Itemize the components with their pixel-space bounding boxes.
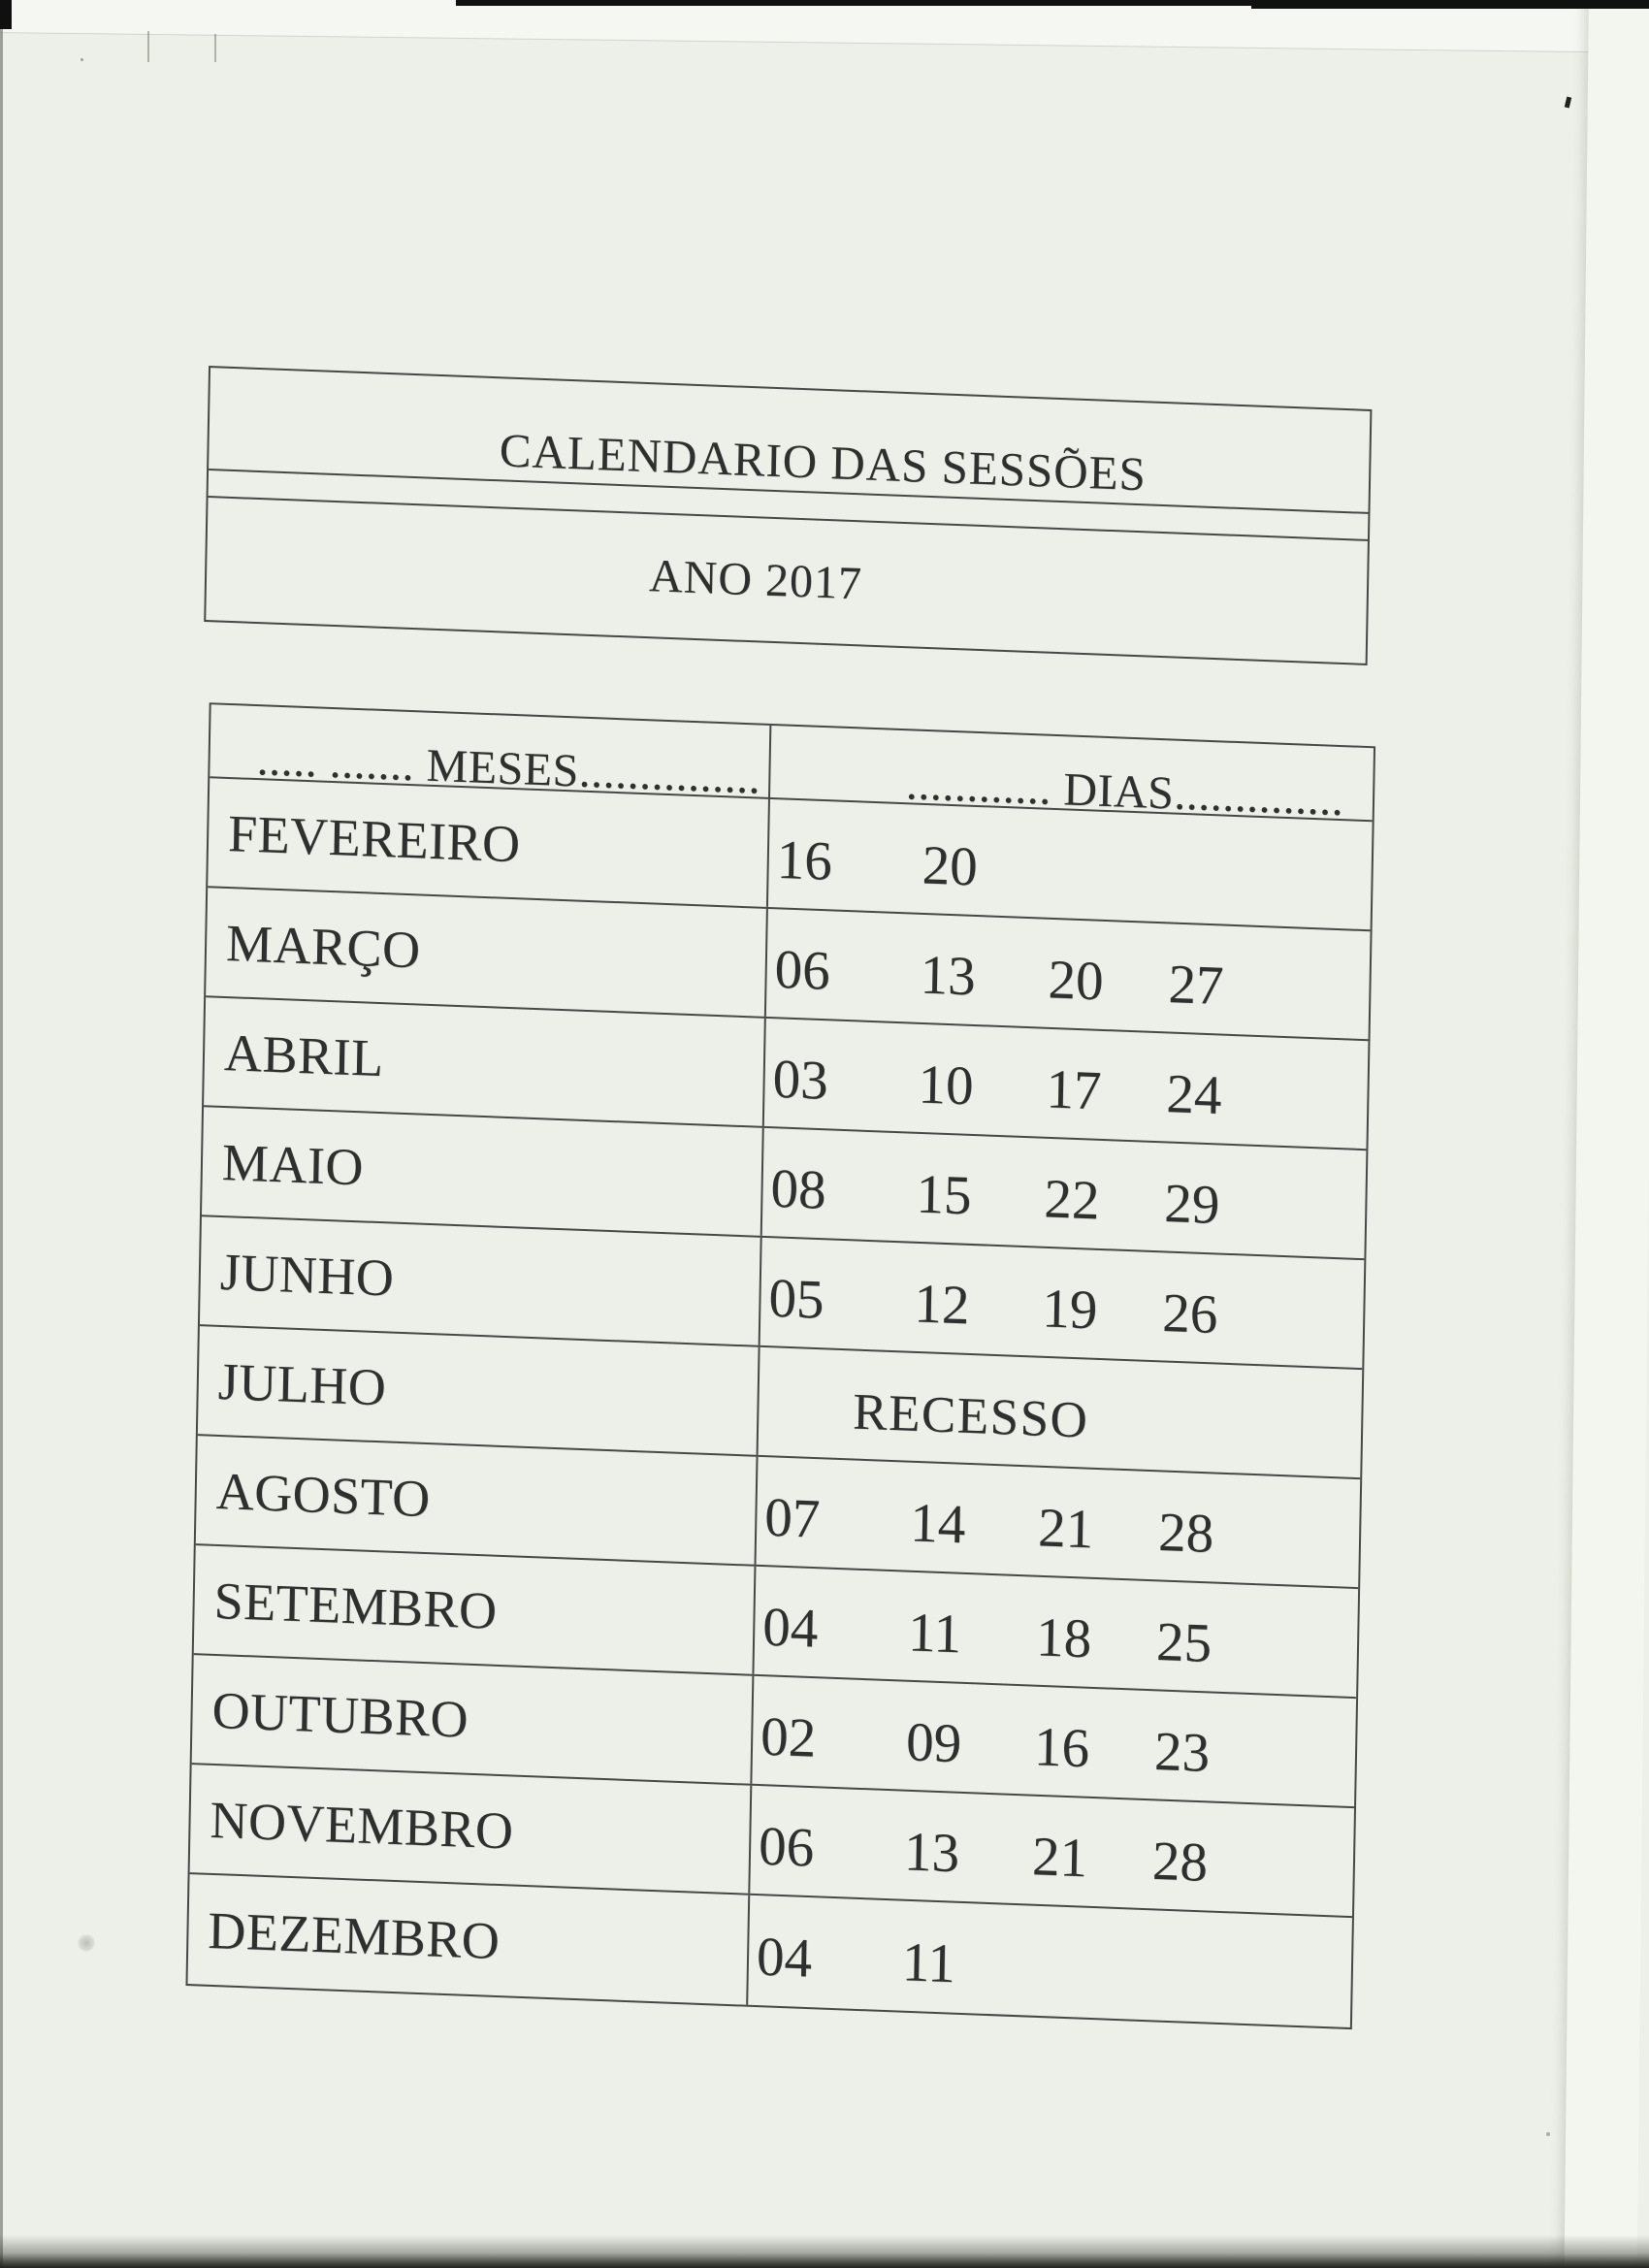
- days-cell: [759, 1347, 1363, 1477]
- day-value: 28: [1157, 1502, 1214, 1566]
- day-value: 09: [905, 1711, 962, 1775]
- month-cell: [198, 1326, 760, 1455]
- month-cell: [190, 1765, 753, 1894]
- table-body: [187, 778, 1372, 2027]
- day-value: 25: [1155, 1611, 1212, 1675]
- month-cell: [206, 888, 768, 1017]
- scan-shadow-bottom: [0, 2235, 1649, 2268]
- day-value: 11: [901, 1931, 956, 1995]
- day-value: 20: [1048, 949, 1105, 1013]
- document-year: ANO 2017: [648, 549, 863, 609]
- day-value: 20: [922, 834, 979, 898]
- day-value: 08: [770, 1157, 827, 1221]
- month-label: JUNHO: [219, 1242, 395, 1308]
- month-label: DEZEMBRO: [207, 1900, 501, 1970]
- day-value: 12: [913, 1273, 971, 1337]
- days-cell: [768, 799, 1373, 929]
- day-value: 15: [915, 1163, 973, 1227]
- month-label: ABRIL: [223, 1022, 385, 1087]
- day-value: 22: [1043, 1168, 1101, 1232]
- month-cell: [196, 1436, 759, 1565]
- day-value: 02: [760, 1705, 817, 1769]
- month-label: JULHO: [217, 1351, 387, 1416]
- month-cell: [204, 997, 766, 1126]
- day-value: 11: [907, 1602, 962, 1666]
- days-cell: [752, 1676, 1356, 1806]
- month-label: AGOSTO: [215, 1461, 432, 1528]
- header-meses-label: ..... ....... MESES...............: [256, 733, 761, 804]
- day-value: 18: [1035, 1606, 1092, 1670]
- day-value: 24: [1165, 1063, 1223, 1127]
- days-cell: [760, 1238, 1365, 1368]
- day-value: 03: [772, 1048, 829, 1112]
- days-cell: [750, 1786, 1354, 1916]
- scan-edge-left: [0, 0, 3, 2268]
- day-value: 21: [1037, 1497, 1094, 1561]
- month-label: MARÇO: [225, 913, 422, 980]
- month-cell: [194, 1545, 757, 1674]
- month-cell: [202, 1107, 764, 1236]
- day-value: 04: [756, 1926, 813, 1990]
- day-value: 07: [763, 1486, 821, 1550]
- month-label: FEVEREIRO: [227, 803, 522, 873]
- days-cell: [762, 1128, 1367, 1258]
- month-label: OUTUBRO: [211, 1680, 469, 1749]
- document-title: CALENDARIO DAS SESSÕES: [499, 423, 1148, 502]
- days-cell: [766, 909, 1371, 1039]
- day-value: 29: [1163, 1173, 1220, 1237]
- day-value: 16: [1033, 1716, 1090, 1780]
- day-value: 05: [767, 1267, 825, 1331]
- day-value: 16: [776, 828, 833, 893]
- days-cell: [754, 1567, 1358, 1697]
- day-value: 21: [1031, 1826, 1088, 1890]
- month-cell: [187, 1874, 750, 2005]
- month-cell: [200, 1216, 762, 1345]
- day-value: 14: [909, 1492, 966, 1556]
- month-label: NOVEMBRO: [210, 1790, 515, 1861]
- title-box: [204, 366, 1372, 665]
- day-value: 28: [1151, 1830, 1209, 1895]
- month-label: SETEMBRO: [213, 1571, 499, 1640]
- day-value: 23: [1153, 1720, 1211, 1785]
- day-value: 13: [920, 944, 977, 1008]
- header-meses: [210, 704, 771, 804]
- day-value: 17: [1045, 1058, 1103, 1122]
- days-cell: [764, 1019, 1369, 1149]
- day-value: 06: [758, 1815, 815, 1879]
- day-value: 19: [1041, 1278, 1098, 1342]
- month-label: MAIO: [221, 1132, 365, 1196]
- header-dias-label: ............ DIAS..............: [905, 758, 1344, 826]
- scanner-artifact-corner: [0, 0, 12, 29]
- days-cell: [748, 1895, 1352, 2027]
- day-value: 13: [903, 1821, 960, 1885]
- days-cell: [757, 1457, 1361, 1587]
- sessions-table: [185, 702, 1375, 2029]
- month-cell: [192, 1655, 755, 1784]
- day-value: 06: [774, 938, 831, 1003]
- day-value: 10: [918, 1053, 975, 1118]
- recess-label: RECESSO: [852, 1383, 1089, 1449]
- day-value: 27: [1167, 954, 1225, 1018]
- day-value: 04: [761, 1596, 819, 1660]
- scanner-artifact-top-bar-thick: [1251, 0, 1649, 9]
- day-value: 26: [1161, 1282, 1218, 1346]
